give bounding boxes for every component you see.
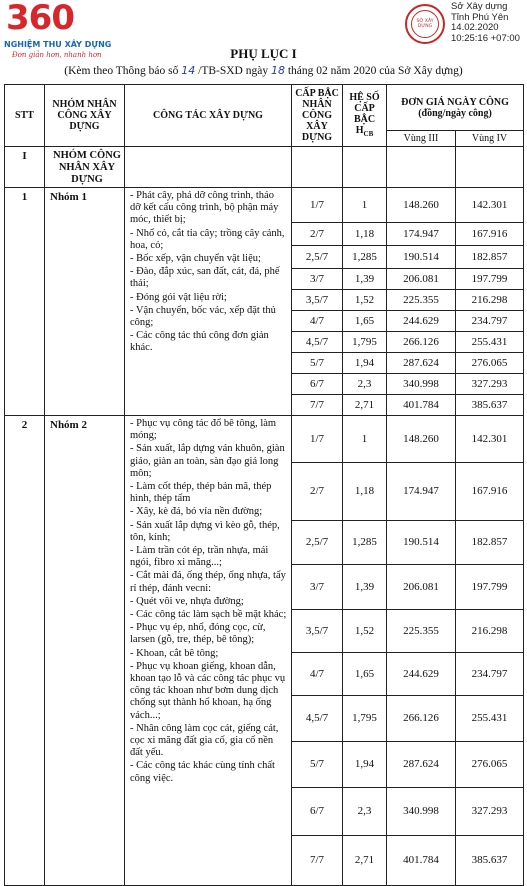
- price-region4-cell: 167.916: [456, 223, 524, 246]
- price-region4-cell: 255.431: [456, 332, 524, 353]
- signer-date: 14.02.2020: [451, 22, 499, 33]
- price-region3-cell: 206.081: [387, 565, 456, 610]
- group-stt: 1: [5, 188, 45, 416]
- grade-cell: 2,5/7: [292, 246, 343, 269]
- grade-cell: 1/7: [292, 416, 343, 463]
- handwritten-day: 18: [270, 64, 285, 77]
- grade-cell: 2/7: [292, 463, 343, 521]
- header-capbac: CẤP BẬC NHÂN CÔNG XÂY DỰNG: [292, 85, 343, 147]
- logo-tagline: Đơn giản hơn, nhanh hơn: [12, 51, 102, 59]
- document-subtitle: (Kèm theo Thông báo số 14 /TB-SXD ngày 18 tháng 02 năm 2020 của Sở Xây dựng): [64, 64, 463, 77]
- price-region4-cell: 385.637: [456, 836, 524, 886]
- price-region3-cell: 190.514: [387, 521, 456, 565]
- grade-cell: 4/7: [292, 311, 343, 332]
- price-region3-cell: 225.355: [387, 290, 456, 311]
- coef-cell: 2,3: [343, 374, 387, 395]
- table-row: [5, 416, 524, 463]
- grade-cell: 3,5/7: [292, 290, 343, 311]
- header-vung3: Vùng III: [387, 131, 456, 147]
- grade-cell: 3/7: [292, 269, 343, 290]
- task-item: - Cắt mài đá, ống thép, ống nhựa, tẩy rỉ thép, đánh vecni:: [130, 570, 286, 594]
- wage-table: [4, 84, 524, 886]
- grade-cell: 6/7: [292, 374, 343, 395]
- grade-cell: 2,5/7: [292, 521, 343, 565]
- coef-cell: 1,39: [343, 269, 387, 290]
- price-region4-cell: 216.298: [456, 610, 524, 653]
- task-item: - Vận chuyển, bốc vác, xếp đặt thủ công;: [130, 304, 276, 329]
- price-region4-cell: 216.298: [456, 290, 524, 311]
- price-region4-cell: 234.797: [456, 311, 524, 332]
- coef-cell: 2,3: [343, 788, 387, 836]
- price-region4-cell: 167.916: [456, 463, 524, 521]
- section-stt: I: [5, 147, 45, 188]
- digital-seal: SỞ XÂY DỰNG: [405, 4, 445, 44]
- task-item: - Xây, kè đá, bó vỉa nền đường;: [130, 506, 263, 518]
- price-region4-cell: 255.431: [456, 696, 524, 742]
- price-region3-cell: 225.355: [387, 610, 456, 653]
- price-region4-cell: 276.065: [456, 353, 524, 374]
- coef-cell: 1,285: [343, 521, 387, 565]
- task-item: - Đào, đắp xúc, san đất, cát, đá, phế thải;: [130, 266, 280, 290]
- task-item: - Nhổ cỏ, cắt tỉa cây; trồng cây cảnh, hoa, cỏ;: [130, 227, 285, 251]
- coef-cell: 2,71: [343, 836, 387, 886]
- price-region3-cell: 148.260: [387, 188, 456, 223]
- task-item: - Các công tác thủ công đơn giản khác.: [130, 330, 269, 354]
- coef-cell: 1,52: [343, 610, 387, 653]
- coef-cell: 1: [343, 188, 387, 223]
- task-item: - Phục vụ khoan giếng, khoan dẫn, khoan tạo lỗ và các công tác phục vụ công tác khoan như bơm dung dịch chống sụt thành hố khoan, hạ ống vách...;: [130, 660, 286, 721]
- document-title: PHỤ LỤC I: [230, 46, 297, 61]
- logo-subtitle: NGHIỆM THU XÂY DỰNG: [4, 40, 112, 49]
- coef-cell: 1,795: [343, 696, 387, 742]
- logo-wordmark: 360: [6, 0, 74, 38]
- signer-place: Tỉnh Phú Yên: [451, 11, 509, 23]
- price-region4-cell: 142.301: [456, 416, 524, 463]
- task-item: - Khoan, cắt bê tông;: [130, 647, 219, 659]
- grade-cell: 2/7: [292, 223, 343, 246]
- task-item: - Bốc xếp, vận chuyển vật liệu;: [130, 253, 261, 265]
- coef-cell: 1,285: [343, 246, 387, 269]
- price-region4-cell: 182.857: [456, 521, 524, 565]
- price-region3-cell: 401.784: [387, 395, 456, 416]
- price-region3-cell: 287.624: [387, 353, 456, 374]
- coef-cell: 1,65: [343, 653, 387, 696]
- price-region3-cell: 190.514: [387, 246, 456, 269]
- grade-cell: 3/7: [292, 565, 343, 610]
- price-region4-cell: 197.799: [456, 269, 524, 290]
- coef-cell: 1,18: [343, 463, 387, 521]
- group-name: Nhóm 2: [45, 416, 125, 886]
- header-nhom: NHÓM NHÂN CÔNG XÂY DỰNG: [45, 85, 125, 147]
- task-item: - Đóng gói vật liệu rời;: [130, 291, 227, 303]
- price-region3-cell: 266.126: [387, 696, 456, 742]
- task-item: - Phục vụ công tác đổ bê tông, làm móng;: [130, 418, 277, 442]
- price-region3-cell: 206.081: [387, 269, 456, 290]
- price-region3-cell: 148.260: [387, 416, 456, 463]
- price-region3-cell: 340.998: [387, 788, 456, 836]
- price-region3-cell: 340.998: [387, 374, 456, 395]
- task-item: - Sản xuất, lắp dựng ván khuôn, giàn giáo, giàn an toàn, sàn đạo giá long môn;: [130, 443, 285, 479]
- coef-cell: 1,52: [343, 290, 387, 311]
- grade-cell: 3,5/7: [292, 610, 343, 653]
- signer-time: 10:25:16 +07:00: [451, 32, 520, 44]
- signer-org: Sở Xây dựng: [451, 1, 508, 12]
- task-item: - Phục vụ ép, nhổ, đóng cọc, cừ, larsen (gỗ, tre, thép, bê tông);: [130, 622, 266, 646]
- coef-cell: 1,94: [343, 353, 387, 374]
- grade-cell: 7/7: [292, 395, 343, 416]
- coef-cell: 1,94: [343, 742, 387, 788]
- grade-cell: 4,5/7: [292, 332, 343, 353]
- task-item: - Làm trần cót ép, trần nhựa, mái ngói, fibro xi măng...;: [130, 545, 269, 569]
- coef-cell: 1,39: [343, 565, 387, 610]
- group-tasks: [125, 188, 292, 416]
- price-region4-cell: 276.065: [456, 742, 524, 788]
- coef-cell: 1: [343, 416, 387, 463]
- price-region4-cell: 385.637: [456, 395, 524, 416]
- handwritten-number: 14: [181, 64, 196, 77]
- price-region4-cell: 327.293: [456, 374, 524, 395]
- header-vung4: Vùng IV: [456, 131, 524, 147]
- grade-cell: 7/7: [292, 836, 343, 886]
- group-tasks: [125, 416, 292, 886]
- price-region3-cell: 287.624: [387, 742, 456, 788]
- task-item: - Sản xuất lắp dựng vì kèo gỗ, thép, tôn, kính;: [130, 519, 280, 543]
- grade-cell: 5/7: [292, 353, 343, 374]
- grade-cell: 1/7: [292, 188, 343, 223]
- task-item: - Các công tác khác cùng tính chất công việc.: [130, 760, 275, 784]
- price-region4-cell: 142.301: [456, 188, 524, 223]
- section-name: NHÓM CÔNG NHÂN XÂY DỰNG: [45, 147, 125, 188]
- grade-cell: 5/7: [292, 742, 343, 788]
- price-region4-cell: 234.797: [456, 653, 524, 696]
- grade-cell: 4/7: [292, 653, 343, 696]
- header-heso: HỆ SỐ CẤP BẬC $H_{CB}$: [343, 85, 387, 147]
- header-congtac: CÔNG TÁC XÂY DỰNG: [125, 85, 292, 147]
- price-region4-cell: 182.857: [456, 246, 524, 269]
- coef-cell: 1,18: [343, 223, 387, 246]
- task-item: - Làm cốt thép, thép bản mã, thép hình, thép tấm: [130, 481, 272, 505]
- price-region3-cell: 401.784: [387, 836, 456, 886]
- header-dongia: ĐƠN GIÁ NGÀY CÔNG (đồng/ngày công): [387, 85, 524, 131]
- coef-cell: 1,65: [343, 311, 387, 332]
- price-region3-cell: 266.126: [387, 332, 456, 353]
- digital-signature-info: [451, 2, 520, 44]
- coef-cell: 1,795: [343, 332, 387, 353]
- task-item: - Phát cây, phá dỡ công trình, tháo dỡ kết cấu công trình, bộ phận máy móc, thiết bị;: [130, 190, 279, 226]
- table-row: [5, 188, 524, 223]
- grade-cell: 6/7: [292, 788, 343, 836]
- task-item: - Quét vôi ve, nhựa đường;: [130, 595, 244, 607]
- price-region3-cell: 244.629: [387, 311, 456, 332]
- task-item: - Các công tác làm sạch bề mặt khác;: [130, 609, 287, 621]
- coef-cell: 2,71: [343, 395, 387, 416]
- task-item: - Nhân công làm cọc cát, giếng cát, cọc xi măng đất gia cố, gia cố nền đất yếu.: [130, 722, 279, 759]
- price-region4-cell: 327.293: [456, 788, 524, 836]
- group-stt: 2: [5, 416, 45, 886]
- grade-cell: 4,5/7: [292, 696, 343, 742]
- header-stt: STT: [5, 85, 45, 147]
- price-region3-cell: 174.947: [387, 463, 456, 521]
- group-name: Nhóm 1: [45, 188, 125, 416]
- price-region3-cell: 174.947: [387, 223, 456, 246]
- price-region4-cell: 197.799: [456, 565, 524, 610]
- price-region3-cell: 244.629: [387, 653, 456, 696]
